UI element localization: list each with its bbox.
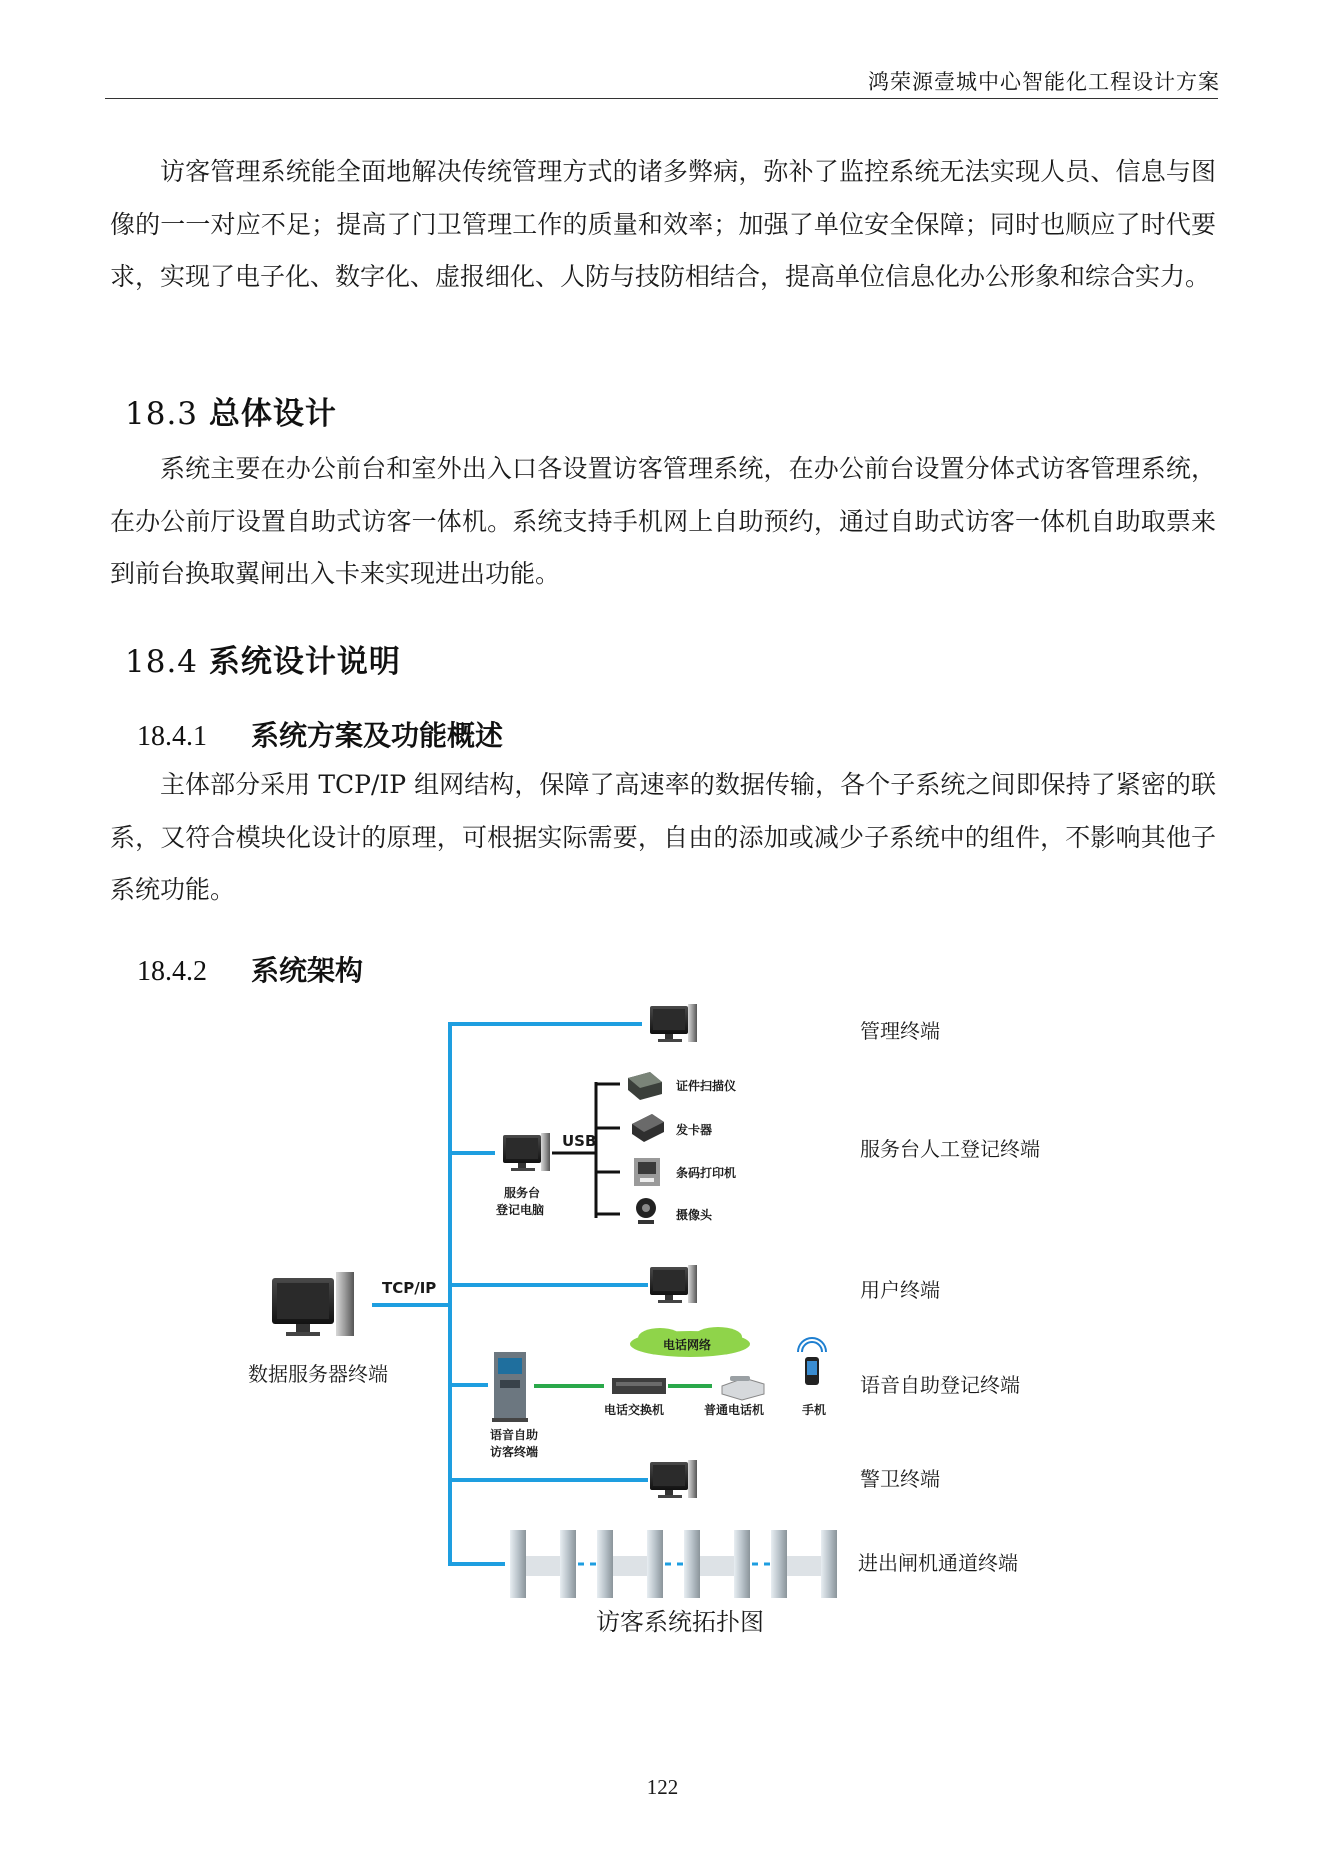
section-number: 18.4 — [125, 644, 199, 680]
terminal-user-label: 用户终端 — [860, 1278, 940, 1302]
device-label-1: 证件扫描仪 — [676, 1079, 737, 1093]
desk-phone-label: 普通电话机 — [704, 1403, 765, 1417]
intro-paragraph: 访客管理系统能全面地解决传统管理方式的诸多弊病，弥补了监控系统无法实现人员、信息与图像的一一对应不足；提高了门卫管理工作的质量和效率；加强了单位安全保障；同时也顺应了时代要求，实现了电子化、数字化、虚报细化、人防与技防相结合，提高单位信息化办公形象和综合实力。 — [110, 157, 1216, 291]
phone-switch-label: 电话交换机 — [604, 1403, 665, 1417]
mobile-label: 手机 — [802, 1403, 827, 1417]
kiosk-label-1: 语音自助 — [490, 1428, 539, 1442]
section-18-3-body: 系统主要在办公前台和室外出入口各设置访客管理系统，在办公前台设置分体式访客管理系统，在办公前厅设置自助式访客一体机。系统支持手机网上自助预约，通过自助式访客一体机自助取票来到前台换取翼闸出入卡来实现进出功能。 — [110, 454, 1216, 588]
section-title: 总体设计 — [208, 396, 337, 432]
subsection-title: 系统方案及功能概述 — [251, 719, 504, 752]
section-title: 系统设计说明 — [208, 644, 401, 680]
subsection-number: 18.4.2 — [137, 956, 207, 987]
terminal-gate-label: 进出闸机通道终端 — [858, 1551, 1018, 1575]
voice-kiosk-icon — [492, 1352, 528, 1422]
kiosk-label-2: 访客终端 — [490, 1445, 539, 1459]
turnstile-gates-icon — [510, 1530, 837, 1598]
registration-pc-label-2: 登记电脑 — [496, 1203, 545, 1217]
subsection-18-4-1-body: 主体部分采用 TCP/IP 组网结构，保障了高速率的数据传输，各个子系统之间即保持了紧密的联系，又符合模块化设计的原理，可根据实际需要，自由的添加或减少子系统中的组件，不影响其他子系统功能。 — [110, 770, 1216, 904]
guard-pc-icon — [650, 1460, 697, 1498]
id-scanner-icon — [628, 1072, 662, 1100]
card-issuer-icon — [632, 1114, 664, 1142]
subsection-number: 18.4.1 — [137, 721, 207, 752]
desk-phone-icon — [722, 1376, 764, 1400]
diagram-caption: 访客系统拓扑图 — [596, 1608, 764, 1636]
running-header: 鸿荣源壹城中心智能化工程设计方案 — [868, 70, 1220, 94]
registration-pc-label-1: 服务台 — [504, 1186, 541, 1200]
barcode-printer-icon — [634, 1158, 660, 1186]
usb-bus — [552, 1082, 620, 1218]
tcpip-label: TCP/IP — [382, 1279, 437, 1297]
terminal-voice-self-label: 语音自助登记终端 — [860, 1373, 1020, 1397]
section-number: 18.3 — [125, 396, 199, 432]
camera-icon — [636, 1198, 656, 1224]
device-label-2: 发卡器 — [676, 1123, 713, 1137]
usb-label: USB — [562, 1132, 597, 1150]
data-server-icon — [272, 1272, 354, 1336]
terminal-management-label: 管理终端 — [860, 1019, 940, 1043]
terminal-guard-label: 警卫终端 — [860, 1467, 940, 1491]
terminal-service-desk-label: 服务台人工登记终端 — [860, 1137, 1040, 1161]
mobile-phone-icon — [798, 1338, 826, 1385]
registration-pc-icon — [503, 1133, 550, 1171]
user-pc-icon — [650, 1265, 697, 1303]
page-number: 122 — [646, 1775, 679, 1799]
phone-network-label: 电话网络 — [663, 1338, 712, 1352]
subsection-title: 系统架构 — [251, 954, 364, 987]
device-label-4: 摄像头 — [676, 1208, 713, 1222]
device-label-3: 条码打印机 — [676, 1166, 737, 1180]
management-pc-icon — [650, 1004, 697, 1042]
phone-switch-icon — [612, 1378, 666, 1394]
data-server-label: 数据服务器终端 — [248, 1362, 388, 1386]
